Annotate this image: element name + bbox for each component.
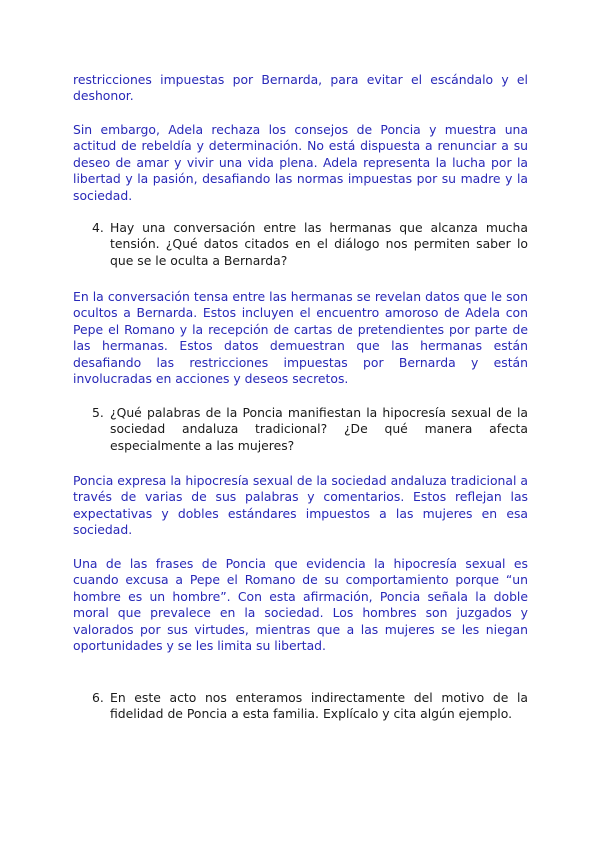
- answer-paragraph-adela: Sin embargo, Adela rechaza los consejos de Poncia y muestra una actitud de rebeldía y determinación. No está dispuesta a renunciar a su deseo de amar y vivir una vida plena. Adela representa la lucha por la libertad y la pasión, desafiando las normas impuestas por su madre y la sociedad.: [73, 122, 528, 203]
- answer-paragraph-intro-continued: restricciones impuestas por Bernarda, para evitar el escándalo y el deshonor.: [73, 72, 528, 104]
- question-text: ¿Qué palabras de la Poncia manifiestan la hipocresía sexual de la sociedad andaluza tradicional? ¿De qué manera afecta especialmente a las mujeres?: [110, 405, 528, 453]
- question-6: [92, 690, 528, 723]
- question-text: En este acto nos enteramos indirectamente del motivo de la fidelidad de Poncia a esta familia. Explícalo y cita algún ejemplo.: [110, 690, 528, 722]
- question-4: [92, 220, 528, 269]
- answer-question-4: En la conversación tensa entre las hermanas se revelan datos que le son ocultos a Bernarda. Estos incluyen el encuentro amoroso de Adela con Pepe el Romano y la recepción de cartas de pretendientes por parte de las hermanas. Estos datos demuestran que las hermanas están desafiando las restricciones impuestas por Bernarda y están involucradas en acciones y deseos secretos.: [73, 289, 528, 387]
- question-number: 6.: [92, 690, 104, 705]
- question-5: [92, 405, 528, 454]
- question-number: 5.: [92, 405, 104, 420]
- question-text: Hay una conversación entre las hermanas que alcanza mucha tensión. ¿Qué datos citados en el diálogo nos permiten saber lo que se le oculta a Bernarda?: [110, 220, 528, 268]
- answer-question-5-paragraph-2: Una de las frases de Poncia que evidencia la hipocresía sexual es cuando excusa a Pepe el Romano de su comportamiento porque “un hombre es un hombre”. Con esta afirmación, Poncia señala la doble moral que prevalece en la sociedad. Los hombres son juzgados y valorados por sus virtudes, mientras que a las mujeres se les niegan oportunidades y se les limita su libertad.: [73, 556, 528, 654]
- question-number: 4.: [92, 220, 104, 235]
- answer-question-5-paragraph-1: Poncia expresa la hipocresía sexual de la sociedad andaluza tradicional a través de varias de sus palabras y comentarios. Estos reflejan las expectativas y dobles estándares impuestos a las mujeres en esa sociedad.: [73, 473, 528, 538]
